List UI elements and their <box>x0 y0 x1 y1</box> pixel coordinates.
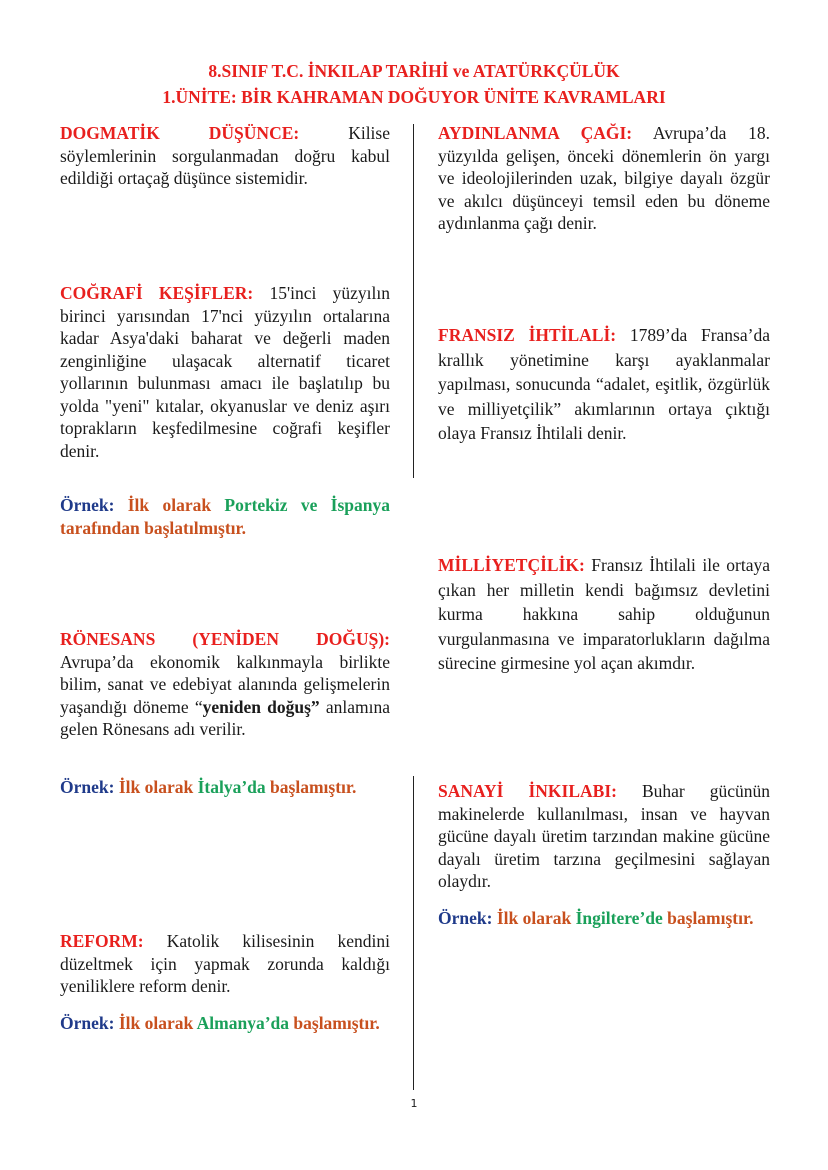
example-place: Portekiz ve İspanya <box>224 495 390 515</box>
column-divider-bottom <box>413 776 414 1090</box>
example-place: İngiltere’de <box>575 908 663 928</box>
definition-text: Katolik kilisesinin kendini düzeltmek için yapmak zorunda kaldığı yeniliklere reform denir. <box>60 931 390 996</box>
definition-dogmatik <box>60 122 390 190</box>
example-end: başlamıştır. <box>270 777 357 797</box>
term-aydinlanma: AYDINLANMA ÇAĞI: <box>438 123 633 143</box>
definition-text: Avrupa’da 18. yüzyılda gelişen, önceki dönemlerin ön yargı ve ideolojilerinden uzak, bilgiye dayalı özgür ve akılcı düşünceyi temsil eden bu döneme aydınlanma çağı denir. <box>438 123 771 233</box>
example-first: İlk olarak <box>118 1013 194 1033</box>
definition-reform <box>60 930 390 998</box>
example-first: İlk olarak <box>496 908 572 928</box>
definition-text: Avrupa’da ekonomik kalkınmayla birlikte bilim, sanat ve edebiyat alanında gelişmelerin yaşandığı döneme “ <box>60 651 390 717</box>
definition-milliyetcilik <box>438 553 770 676</box>
term-ronesans: RÖNESANS (YENİDEN DOĞUŞ): <box>60 629 390 649</box>
definition-text: Buhar gücünün makinelerde kullanılması, insan ve hayvan gücüne dayalı üretim tarzından makine gücüne dayalı üretim tarzına geçilmesini sağlayan olaydır. <box>438 781 771 891</box>
definition-fransiz-ihtilali <box>438 323 770 446</box>
example-label: Örnek: <box>438 908 493 928</box>
definition-cografi-kesifler <box>60 282 390 462</box>
example-ronesans <box>60 776 390 799</box>
example-label: Örnek: <box>60 1013 115 1033</box>
definition-aydinlanma <box>438 122 770 235</box>
term-dogmatik: DOGMATİK DÜŞÜNCE: <box>60 123 300 143</box>
example-first: İlk olarak <box>127 495 212 515</box>
page-number: 1 <box>410 1097 418 1110</box>
example-end: başlamıştır. <box>293 1013 380 1033</box>
term-cografi-kesifler: COĞRAFİ KEŞİFLER: <box>60 283 254 303</box>
header-title-line1: 8.SINIF T.C. İNKILAP TARİHİ ve ATATÜRKÇÜLÜK <box>208 61 620 81</box>
example-label: Örnek: <box>60 495 115 515</box>
example-place: Almanya’da <box>196 1013 290 1033</box>
example-label: Örnek: <box>60 777 115 797</box>
example-end: başlamıştır. <box>667 908 754 928</box>
header-title-line2: 1.ÜNİTE: BİR KAHRAMAN DOĞUYOR ÜNİTE KAVRAMLARI <box>162 87 666 107</box>
definition-ronesans <box>60 628 390 741</box>
definition-text-end: anlamına gelen Rönesans adı verilir. <box>60 696 390 739</box>
term-sanayi-inkilabi: SANAYİ İNKILABI: <box>438 781 617 801</box>
definition-text: Fransız İhtilali ile ortaya çıkan her milletin kendi bağımsız devletini kurma hakkına sahip olduğunun vurgulanmasına ve imparatorlukların dağılma sürecine girmesine yol açan akımdır. <box>438 555 771 673</box>
definition-text: 15'inci yüzyılın birinci yarısından 17'nci yüzyılın ortalarına kadar Asya'daki baharat ve değerli maden zenginliğine ulaşacak alternatif ticaret yollarının bulunması amacı ile başlatılıp bu yolda "yeni" kıtalar, okyanuslar ve deniz aşırı toprakların keşfedilmesine coğrafi keşifler denir. <box>60 283 391 461</box>
example-first: İlk olarak <box>118 777 194 797</box>
term-reform: REFORM: <box>60 931 144 951</box>
example-cografi-kesifler <box>60 494 390 539</box>
term-fransiz-ihtilali: FRANSIZ İHTİLALİ: <box>438 325 617 345</box>
definition-bold-phrase: yeniden doğuş” <box>202 696 320 717</box>
definition-text: Kilise söylemlerinin sorgulanmadan doğru kabul edildiği ortaçağ düşünce sistemidir. <box>60 123 390 188</box>
column-divider-top <box>413 124 414 478</box>
definition-text: 1789’da Fransa’da krallık yönetimine karşı ayaklanmalar yapılması, sonucunda “adalet, eşitlik, özgürlük ve milliyetçilik” akımlarının ortaya çıktığı olaya Fransız İhtilali denir. <box>438 325 770 443</box>
example-sanayi-inkilabi <box>438 907 770 930</box>
example-end: tarafından başlatılmıştır. <box>60 517 247 538</box>
definition-sanayi-inkilabi <box>438 780 770 893</box>
page-header <box>0 58 828 110</box>
example-place: İtalya’da <box>197 777 266 797</box>
term-milliyetcilik: MİLLİYETÇİLİK: <box>438 555 585 575</box>
example-reform <box>60 1012 390 1035</box>
